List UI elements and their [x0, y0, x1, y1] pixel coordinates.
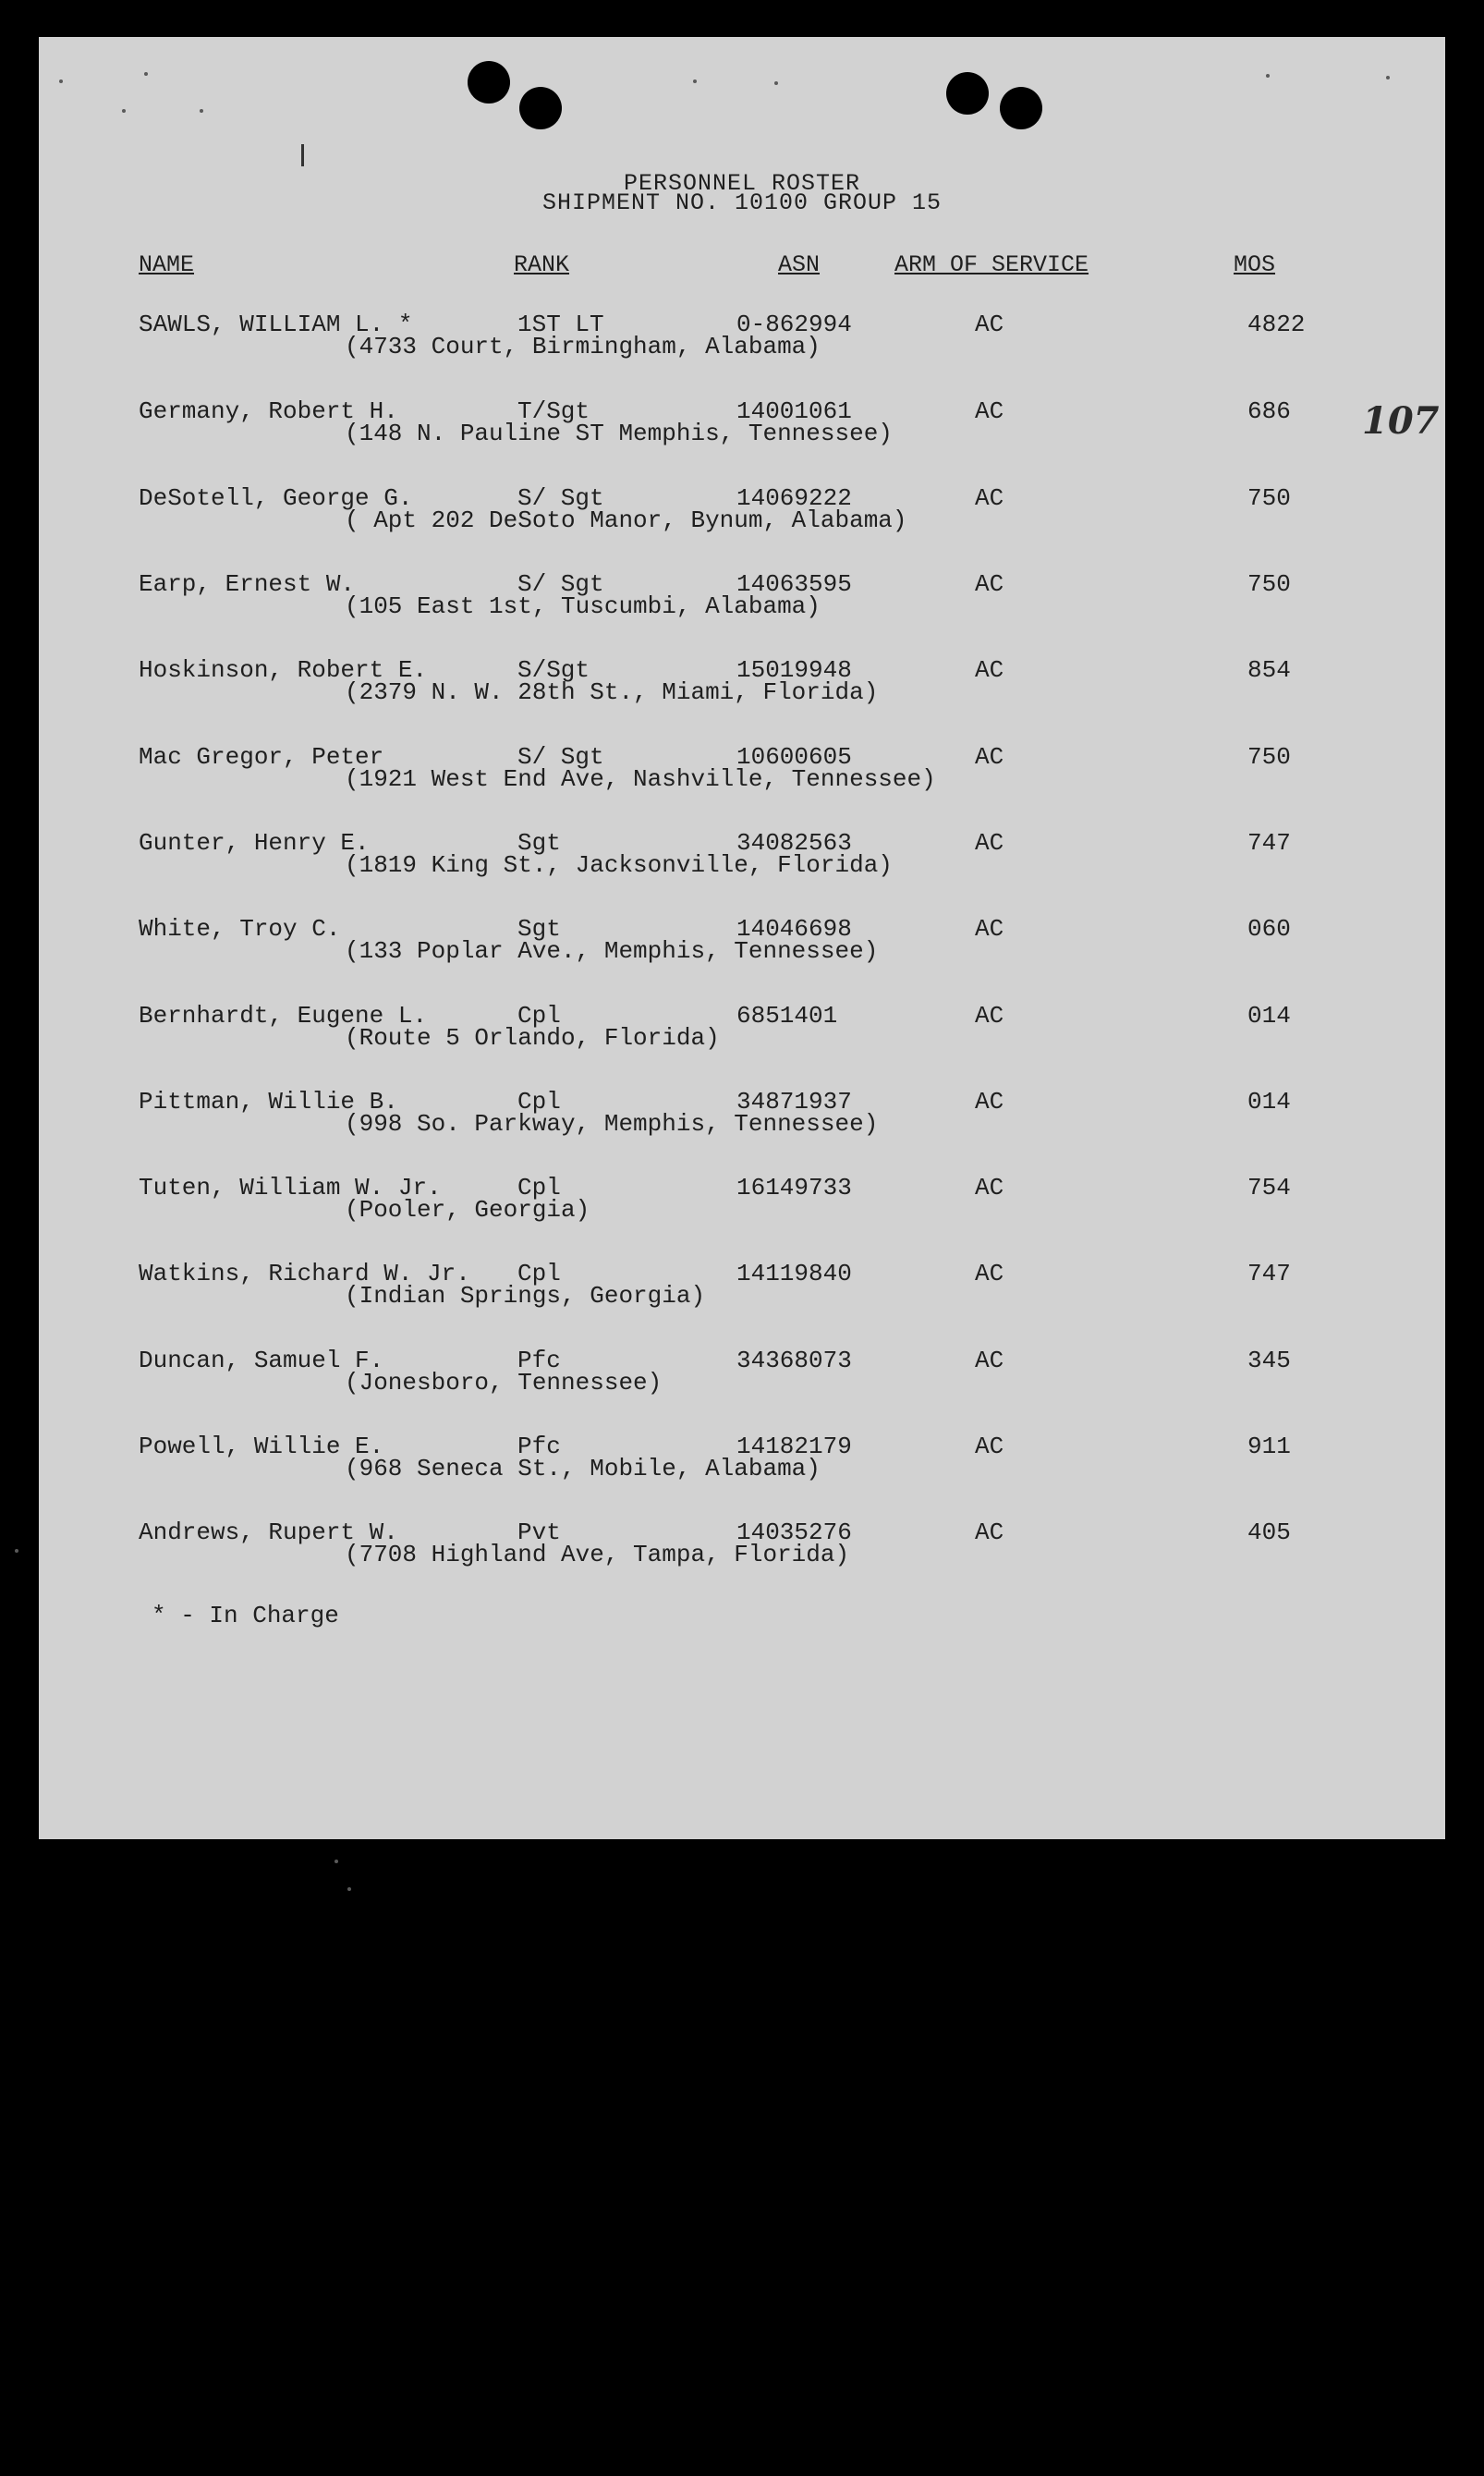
paper-speck	[200, 109, 203, 113]
soldier-name: Gunter, Henry E.	[139, 829, 370, 857]
column-header-rank: RANK	[514, 251, 570, 278]
soldier-name: Earp, Ernest W.	[139, 570, 356, 598]
pencil-mark	[301, 144, 304, 166]
soldier-mos: 750	[1247, 484, 1291, 512]
soldier-mos: 014	[1247, 1088, 1291, 1116]
soldier-address: (968 Seneca St., Mobile, Alabama)	[345, 1455, 821, 1482]
soldier-address: (4733 Court, Birmingham, Alabama)	[345, 333, 821, 360]
soldier-mos: 750	[1247, 570, 1291, 598]
column-header-name: NAME	[139, 251, 195, 278]
soldier-asn: 34871937	[736, 1088, 852, 1116]
footnote-in-charge: * - In Charge	[152, 1602, 339, 1629]
soldier-rank: Sgt	[517, 829, 561, 857]
roster-row	[0, 1002, 1484, 1076]
soldier-name: White, Troy C.	[139, 915, 341, 943]
soldier-rank: Pfc	[517, 1347, 561, 1374]
soldier-address: (Pooler, Georgia)	[345, 1196, 590, 1224]
soldier-rank: Cpl	[517, 1260, 561, 1287]
soldier-asn: 14182179	[736, 1433, 852, 1460]
soldier-address: (1921 West End Ave, Nashville, Tennessee)	[345, 765, 936, 793]
soldier-name: Watkins, Richard W. Jr.	[139, 1260, 470, 1287]
soldier-address: (148 N. Pauline ST Memphis, Tennessee)	[345, 420, 893, 447]
paper-speck	[144, 72, 148, 76]
paper-speck	[59, 79, 63, 83]
soldier-asn: 14001061	[736, 397, 852, 425]
soldier-rank: T/Sgt	[517, 397, 590, 425]
soldier-asn: 14046698	[736, 915, 852, 943]
soldier-asn: 14119840	[736, 1260, 852, 1287]
roster-row	[0, 311, 1484, 384]
soldier-name: Powell, Willie E.	[139, 1433, 384, 1460]
soldier-address: (2379 N. W. 28th St., Miami, Florida)	[345, 678, 879, 706]
soldier-arm: AC	[975, 1433, 1004, 1460]
roster-row	[0, 1347, 1484, 1421]
soldier-mos: 911	[1247, 1433, 1291, 1460]
soldier-mos: 750	[1247, 743, 1291, 771]
soldier-address: (Route 5 Orlando, Florida)	[345, 1024, 720, 1052]
soldier-name: Bernhardt, Eugene L.	[139, 1002, 428, 1030]
column-header-asn: ASN	[778, 251, 821, 278]
soldier-rank: Cpl	[517, 1174, 561, 1201]
roster-row	[0, 1174, 1484, 1248]
soldier-rank: S/ Sgt	[517, 484, 604, 512]
paper-speck	[774, 81, 778, 85]
punch-hole	[1000, 87, 1042, 129]
roster-row	[0, 570, 1484, 644]
paper-speck	[693, 79, 697, 83]
soldier-arm: AC	[975, 1260, 1004, 1287]
soldier-name: Tuten, William W. Jr.	[139, 1174, 442, 1201]
roster-row	[0, 1519, 1484, 1592]
soldier-address: (Indian Springs, Georgia)	[345, 1282, 706, 1310]
roster-row	[0, 743, 1484, 817]
soldier-rank: S/ Sgt	[517, 743, 604, 771]
soldier-asn: 10600605	[736, 743, 852, 771]
soldier-address: (133 Poplar Ave., Memphis, Tennessee)	[345, 937, 879, 965]
soldier-rank: 1ST LT	[517, 311, 604, 338]
soldier-mos: 014	[1247, 1002, 1291, 1030]
soldier-name: Pittman, Willie B.	[139, 1088, 398, 1116]
soldier-asn: 0-862994	[736, 311, 852, 338]
soldier-name: DeSotell, George G.	[139, 484, 413, 512]
punch-hole	[468, 61, 510, 104]
paper-speck	[122, 109, 126, 113]
soldier-mos: 060	[1247, 915, 1291, 943]
roster-row	[0, 397, 1484, 471]
soldier-arm: AC	[975, 1174, 1004, 1201]
soldier-arm: AC	[975, 1088, 1004, 1116]
roster-row	[0, 484, 1484, 558]
soldier-mos: 754	[1247, 1174, 1291, 1201]
soldier-address: (7708 Highland Ave, Tampa, Florida)	[345, 1541, 850, 1568]
soldier-arm: AC	[975, 1002, 1004, 1030]
roster-row	[0, 1088, 1484, 1162]
soldier-rank: Pfc	[517, 1433, 561, 1460]
soldier-rank: Sgt	[517, 915, 561, 943]
soldier-asn: 34082563	[736, 829, 852, 857]
shipment-line: SHIPMENT NO. 10100 GROUP 15	[541, 189, 943, 216]
soldier-name: Germany, Robert H.	[139, 397, 398, 425]
soldier-asn: 14063595	[736, 570, 852, 598]
soldier-mos: 747	[1247, 1260, 1291, 1287]
paper-speck	[335, 1860, 338, 1863]
paper-speck	[1266, 74, 1270, 78]
soldier-asn: 16149733	[736, 1174, 852, 1201]
soldier-arm: AC	[975, 1347, 1004, 1374]
soldier-arm: AC	[975, 1519, 1004, 1546]
soldier-address: (105 East 1st, Tuscumbi, Alabama)	[345, 592, 821, 620]
soldier-mos: 747	[1247, 829, 1291, 857]
soldier-asn: 6851401	[736, 1002, 838, 1030]
punch-hole	[946, 72, 989, 115]
soldier-arm: AC	[975, 484, 1004, 512]
soldier-name: Andrews, Rupert W.	[139, 1519, 398, 1546]
soldier-name: Mac Gregor, Peter	[139, 743, 384, 771]
soldier-address: (Jonesboro, Tennessee)	[345, 1369, 663, 1397]
soldier-mos: 686	[1247, 397, 1291, 425]
soldier-rank: Pvt	[517, 1519, 561, 1546]
soldier-address: (1819 King St., Jacksonville, Florida)	[345, 851, 893, 879]
soldier-mos: 4822	[1247, 311, 1306, 338]
soldier-mos: 854	[1247, 656, 1291, 684]
soldier-address: ( Apt 202 DeSoto Manor, Bynum, Alabama)	[345, 506, 907, 534]
soldier-arm: AC	[975, 656, 1004, 684]
soldier-arm: AC	[975, 829, 1004, 857]
roster-row	[0, 1260, 1484, 1334]
paper-speck	[347, 1887, 351, 1891]
soldier-asn: 15019948	[736, 656, 852, 684]
soldier-rank: Cpl	[517, 1002, 561, 1030]
soldier-arm: AC	[975, 570, 1004, 598]
paper-speck	[1386, 76, 1390, 79]
roster-title: PERSONNEL ROSTER	[623, 170, 861, 197]
roster-row	[0, 915, 1484, 989]
soldier-mos: 345	[1247, 1347, 1291, 1374]
roster-row	[0, 1433, 1484, 1506]
soldier-arm: AC	[975, 915, 1004, 943]
soldier-rank: S/Sgt	[517, 656, 590, 684]
soldier-address: (998 So. Parkway, Memphis, Tennessee)	[345, 1110, 879, 1138]
column-header-arm-of-service: ARM OF SERVICE	[894, 251, 1089, 278]
page-number: 107	[1362, 399, 1440, 443]
punch-hole	[519, 87, 562, 129]
soldier-name: Hoskinson, Robert E.	[139, 656, 428, 684]
soldier-name: SAWLS, WILLIAM L. *	[139, 311, 413, 338]
soldier-rank: Cpl	[517, 1088, 561, 1116]
soldier-asn: 14069222	[736, 484, 852, 512]
soldier-asn: 34368073	[736, 1347, 852, 1374]
column-header-mos: MOS	[1234, 251, 1276, 278]
soldier-arm: AC	[975, 743, 1004, 771]
soldier-asn: 14035276	[736, 1519, 852, 1546]
roster-row	[0, 829, 1484, 903]
soldier-mos: 405	[1247, 1519, 1291, 1546]
soldier-rank: S/ Sgt	[517, 570, 604, 598]
soldier-name: Duncan, Samuel F.	[139, 1347, 384, 1374]
roster-row	[0, 656, 1484, 730]
soldier-arm: AC	[975, 397, 1004, 425]
soldier-arm: AC	[975, 311, 1004, 338]
